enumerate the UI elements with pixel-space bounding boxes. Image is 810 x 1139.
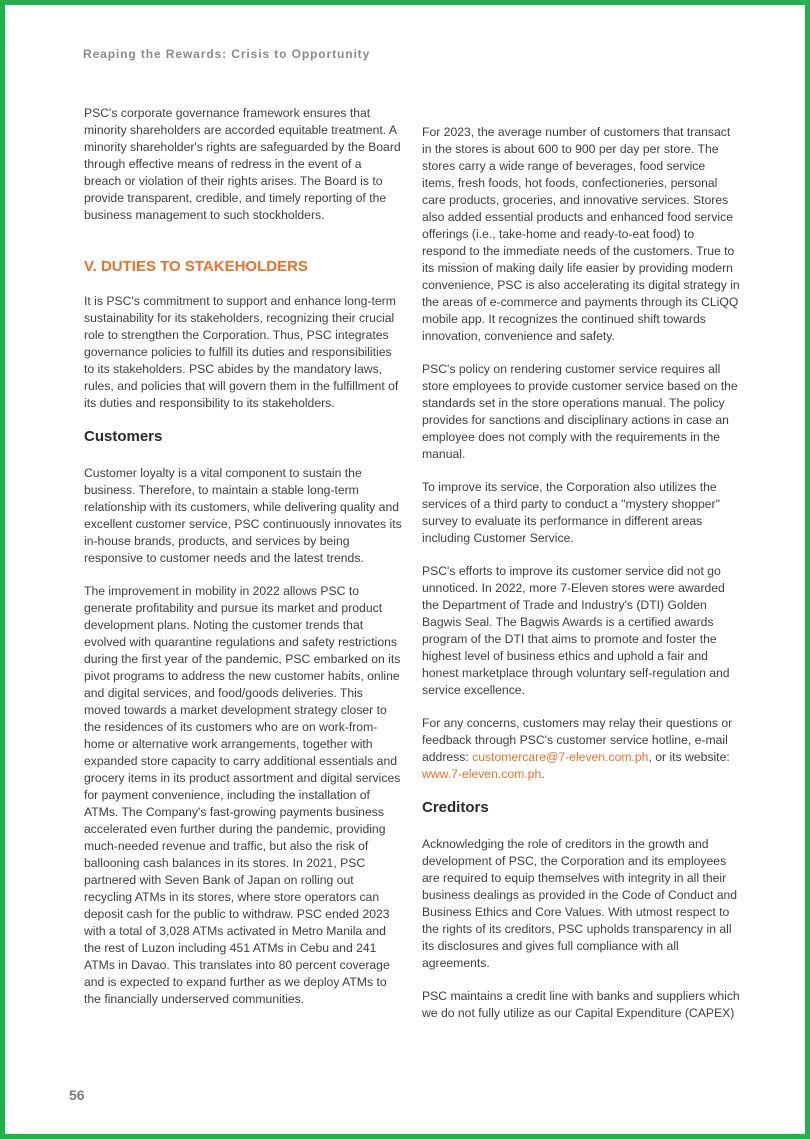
customers-paragraph-3: For 2023, the average number of customers that transact in the stores is about 600 to 900 per day per store. The stores carry a wide range of beverages, food service items, fresh foods, hot foods, confectioneries, personal care products, groceries, and innovative services. Stores also added essential products and enhanced food service offerings (i.e., take-home and ready-to-eat food) to respond to the immediate needs of the customers. True to its mission of making daily life easier by providing modern convenience, PSC is also accelerating its digital strategy in the areas of e-commerce and payments through its CLiQQ mobile app. It recognizes the continued shift towards innovation, convenience and safety. xyxy=(422,125,740,343)
right-column xyxy=(422,124,740,1038)
customers-paragraph-1: Customer loyalty is a vital component to sustain the business. Therefore, to maintain a stable long-term relationship with its customers, while delivering quality and excellent customer service, PSC continuously innovates its in-house brands, products, and services by being responsive to customer needs and the latest trends. xyxy=(84,466,402,565)
website-link[interactable]: www.7-eleven.com.ph xyxy=(422,767,542,781)
creditors-paragraph-2: PSC maintains a credit line with banks and suppliers which we do not fully utilize as our Capital Expenditure (CAPEX) xyxy=(422,989,740,1020)
running-header: Reaping the Rewards: Crisis to Opportunity xyxy=(83,47,371,61)
bagwis-award-paragraph: PSC's efforts to improve its customer service did not go unnoticed. In 2022, more 7-Eleven stores were awarded the Department of Trade and Industry's (DTI) Golden Bagwis Seal. The Bagwis Awards is a certified awards program of the DTI that aims to promote and foster the highest level of business ethics and uphold a fair and honest marketplace through voluntary self-regulation and service excellence. xyxy=(422,564,730,697)
page-number: 56 xyxy=(69,1087,85,1103)
concerns-paragraph xyxy=(422,715,740,783)
governance-paragraph: PSC's corporate governance framework ensures that minority shareholders are accorded equitable treatment. A minority shareholder's rights are safeguarded by the Board through effective means of redress in the event of a breach or violation of their rights arises. The Board is to provide transparent, credible, and timely reporting of the business management to such stockholders. xyxy=(84,106,401,222)
customer-service-policy-paragraph: PSC's policy on rendering customer service requires all store employees to provide customer service based on the standards set in the store operations manual. The policy provides for sanctions and disciplinary actions in case an employee does not comply with the requirements in the manual. xyxy=(422,362,738,461)
mystery-shopper-paragraph: To improve its service, the Corporation also utilizes the services of a third party to conduct a "mystery shopper" survey to evaluate its performance in different areas including Customer Service. xyxy=(422,480,720,545)
stakeholders-paragraph: It is PSC's commitment to support and enhance long-term sustainability for its stakeholders, recognizing their crucial role to strengthen the Corporation. Thus, PSC integrates governance policies to fulfill its duties and responsibilities to its stakeholders. PSC abides by the mandatory laws, rules, and policies that will govern them in the fulfillment of its duties and responsibility to its stakeholders. xyxy=(84,294,399,410)
creditors-heading: Creditors xyxy=(422,799,489,816)
left-column xyxy=(84,105,402,1024)
concerns-text-end: . xyxy=(541,767,545,781)
customers-paragraph-2: The improvement in mobility in 2022 allows PSC to generate profitability and pursue its market and product development plans. Noting the customer trends that evolved with quarantine regulations and safety restrictions during the first year of the pandemic, PSC embarked on its pivot programs to address the new customer habits, online and digital services, and food/goods deliveries. This moved towards a market development strategy closer to the residences of its customers who are on work-from-home or alternative work arrangements, together with expanded store capacity to carry additional essentials and grocery items in its product assortment and digital services for payment convenience, including the installation of ATMs. The Company's fast-growing payments business accelerated even further during the pandemic, providing much-needed revenue and traffic, but also the risk of ballooning cash balances in its stores. In 2021, PSC partnered with Seven Bank of Japan on rolling out recycling ATMs in its stores, where store operators can deposit cash for the public to withdraw. PSC ended 2023 with a total of 3,028 ATMs activated in Metro Manila and the rest of Luzon including 451 ATMs in Cebu and 241 ATMs in Davao. This translates into 80 percent coverage and is expected to expand further as we deploy ATMs to the financially underserved communities. xyxy=(84,584,401,1006)
customers-heading: Customers xyxy=(84,428,163,445)
creditors-paragraph-1: Acknowledging the role of creditors in the growth and development of PSC, the Corporation and its employees are required to equip themselves with integrity in all their business dealings as provided in the Code of Conduct and Business Ethics and Core Values. With utmost respect to the rights of its creditors, PSC upholds transparency in all its disclosures and gives full compliance with all agreements. xyxy=(422,837,738,970)
section-title: V. DUTIES TO STAKEHOLDERS xyxy=(84,258,308,275)
concerns-text-middle: , or its website: xyxy=(648,750,730,764)
email-link[interactable]: customercare@7-eleven.com.ph xyxy=(472,750,649,764)
concerns-text: For any concerns, customers may relay their questions or feedback through PSC's customer service hotline, e-mail address: xyxy=(422,716,733,764)
